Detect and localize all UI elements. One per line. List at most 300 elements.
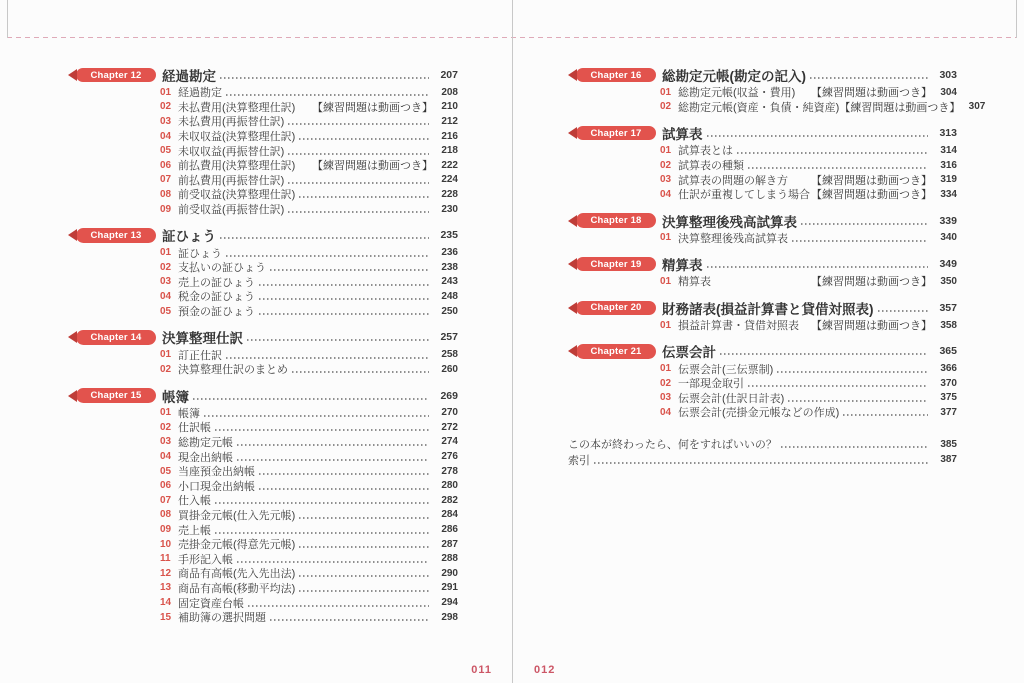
item-page-number: 298 xyxy=(441,611,458,623)
toc-item-row xyxy=(68,464,458,479)
item-number: 07 xyxy=(160,494,172,506)
dot-leader xyxy=(237,561,429,563)
item-page-number: 282 xyxy=(441,494,458,506)
toc-item-row xyxy=(68,245,458,260)
item-page-number: 316 xyxy=(940,159,957,171)
chapter-arrow-icon xyxy=(568,302,577,314)
toc-item-row xyxy=(68,595,458,610)
dot-leader xyxy=(248,605,429,607)
chapter-arrow-icon xyxy=(568,345,577,357)
item-page-number: 287 xyxy=(441,538,458,550)
item-title: 税金の証ひょう xyxy=(178,291,255,304)
dot-leader xyxy=(707,266,929,268)
item-number: 01 xyxy=(160,407,172,419)
item-title: 伝票会計(売掛金元帳などの作成) xyxy=(678,407,840,420)
item-title: 一部現金取引 xyxy=(678,378,744,391)
video-tag: 【練習問題は動画つき】 xyxy=(312,101,433,114)
chapter-section xyxy=(68,328,458,376)
item-number: 12 xyxy=(160,567,172,579)
item-page-number: 350 xyxy=(940,275,957,287)
item-page-number: 294 xyxy=(441,597,458,609)
video-tag: 【練習問題は動画つき】 xyxy=(811,87,932,100)
item-title: 現金出納帳 xyxy=(178,451,233,464)
chapter-badge xyxy=(576,213,656,228)
item-page-number: 358 xyxy=(940,319,957,331)
toc-item-row xyxy=(68,610,458,625)
chapter-heading-row xyxy=(568,255,957,273)
dot-leader xyxy=(288,211,429,213)
item-page-number: 230 xyxy=(441,203,458,215)
item-page-number: 375 xyxy=(940,392,957,404)
toc-item-row xyxy=(68,581,458,596)
chapter-title: 経過勘定 xyxy=(162,69,216,84)
chapter-section xyxy=(68,226,458,318)
item-number: 03 xyxy=(660,392,672,404)
dot-leader xyxy=(292,371,429,373)
chapter-heading-row xyxy=(68,387,458,405)
chapter-title: 帳簿 xyxy=(162,389,189,405)
item-number: 02 xyxy=(160,101,172,113)
toc-item-row xyxy=(68,566,458,581)
item-page-number: 216 xyxy=(441,130,458,142)
item-number: 01 xyxy=(660,232,672,244)
item-page-number: 260 xyxy=(441,363,458,375)
toc-item-row xyxy=(68,522,458,537)
toc-item-row xyxy=(68,449,458,464)
extra-page-number: 385 xyxy=(940,438,957,450)
chapter-title: 財務諸表(損益計算書と貸借対照表) xyxy=(662,301,874,317)
item-title: 損益計算書・貸借対照表 xyxy=(678,320,799,333)
chapter-page-number: 303 xyxy=(939,69,957,81)
chapter-arrow-icon xyxy=(68,229,77,241)
chapter-arrow-icon xyxy=(568,127,577,139)
dot-leader xyxy=(215,502,429,504)
chapter-page-number: 349 xyxy=(939,258,957,271)
item-page-number: 276 xyxy=(441,451,458,463)
item-number: 13 xyxy=(160,582,172,594)
dot-leader xyxy=(299,575,429,577)
item-number: 11 xyxy=(160,553,171,565)
item-number: 02 xyxy=(160,261,172,273)
item-number: 03 xyxy=(660,174,672,186)
dot-leader xyxy=(801,223,928,225)
chapter-badge-label: Chapter 17 xyxy=(590,127,642,139)
dot-leader xyxy=(810,77,928,79)
item-title: 総勘定元帳(資産・負債・純資産) xyxy=(678,101,840,114)
item-number: 05 xyxy=(160,465,172,477)
toc-item-row xyxy=(68,347,458,362)
toc-item-row xyxy=(68,508,458,523)
trim-mark-right xyxy=(1016,0,1017,38)
chapter-heading-row xyxy=(568,299,957,317)
dot-leader xyxy=(226,255,429,257)
item-page-number: 319 xyxy=(940,174,957,186)
dot-leader xyxy=(259,284,429,286)
chapter-heading-row xyxy=(68,328,458,346)
toc-item-row xyxy=(568,318,957,333)
item-number: 02 xyxy=(160,421,172,433)
toc-item-row xyxy=(68,304,458,319)
toc-item-row xyxy=(68,478,458,493)
toc-item-row xyxy=(68,85,458,100)
item-title: 補助簿の選択問題 xyxy=(178,612,266,625)
item-title: 預金の証ひょう xyxy=(178,306,255,319)
dot-leader xyxy=(288,182,429,184)
toc-item-row xyxy=(568,143,957,158)
toc-item-row xyxy=(568,100,986,115)
item-title: 伝票会計(三伝票制) xyxy=(678,363,774,376)
dot-leader xyxy=(299,590,429,592)
item-page-number: 238 xyxy=(441,261,458,273)
item-title: 決算整理後残高試算表 xyxy=(678,232,788,245)
item-page-number: 284 xyxy=(441,509,458,521)
chapter-title: 決算整理後残高試算表 xyxy=(662,214,797,230)
chapter-heading-row xyxy=(68,226,458,244)
item-page-number: 248 xyxy=(441,290,458,302)
item-title: 未収収益(再振替仕訳) xyxy=(178,145,285,158)
item-number: 03 xyxy=(160,276,172,288)
item-title: 精算表 xyxy=(678,276,711,289)
item-number: 02 xyxy=(660,101,672,113)
item-title: 商品有高帳(先入先出法) xyxy=(178,568,296,581)
item-page-number: 291 xyxy=(441,582,458,594)
chapter-badge-label: Chapter 12 xyxy=(90,69,142,81)
item-title: 仕訳帳 xyxy=(178,422,211,435)
item-title: 未収収益(決算整理仕訳) xyxy=(178,131,296,144)
item-number: 15 xyxy=(160,611,172,623)
item-number: 04 xyxy=(160,290,172,302)
item-page-number: 222 xyxy=(441,159,458,171)
toc-item-row xyxy=(568,85,957,100)
chapter-badge-label: Chapter 21 xyxy=(590,345,642,357)
toc-item-row xyxy=(68,362,458,377)
dot-leader xyxy=(288,123,429,125)
item-title: 未払費用(決算整理仕訳) xyxy=(178,101,296,114)
item-title: 試算表の問題の解き方 xyxy=(678,174,788,187)
item-number: 01 xyxy=(660,144,672,156)
item-number: 10 xyxy=(160,538,172,550)
toc-item-row xyxy=(68,493,458,508)
item-title: 経過勘定 xyxy=(178,87,222,100)
toc-item-row xyxy=(68,143,458,158)
toc-item-row xyxy=(568,361,957,376)
dot-leader xyxy=(737,152,928,154)
dot-leader xyxy=(215,429,429,431)
dot-leader xyxy=(193,398,429,400)
spread-divider-line xyxy=(512,0,513,683)
item-number: 08 xyxy=(160,188,172,200)
chapter-page-number: 235 xyxy=(440,229,458,242)
item-number: 14 xyxy=(160,597,172,609)
item-page-number: 250 xyxy=(441,305,458,317)
item-number: 08 xyxy=(160,509,172,521)
toc-item-row xyxy=(68,173,458,188)
item-number: 02 xyxy=(660,159,672,171)
trim-mark-left xyxy=(7,0,8,38)
chapter-title: 試算表 xyxy=(662,127,703,143)
item-number: 05 xyxy=(160,145,172,157)
dot-leader xyxy=(781,446,928,448)
item-title: 仕入帳 xyxy=(178,495,211,508)
toc-item-row xyxy=(68,551,458,566)
toc-item-row xyxy=(68,129,458,144)
item-title: 前払費用(決算整理仕訳) xyxy=(178,160,296,173)
chapter-heading-row xyxy=(568,212,957,230)
chapter-badge xyxy=(576,301,656,316)
chapter-arrow-icon xyxy=(568,69,577,81)
toc-item-row xyxy=(568,274,957,289)
toc-item-row xyxy=(568,391,957,406)
item-page-number: 236 xyxy=(441,247,458,259)
item-page-number: 208 xyxy=(441,86,458,98)
item-title: 仕訳が重複してしまう場合 xyxy=(678,189,810,202)
chapter-section xyxy=(568,212,957,246)
item-page-number: 377 xyxy=(940,406,957,418)
item-number: 01 xyxy=(160,247,172,259)
dot-leader xyxy=(204,415,429,417)
chapter-title: 証ひょう xyxy=(162,229,216,245)
item-title: 証ひょう xyxy=(178,247,222,260)
chapter-title: 総勘定元帳(勘定の記入) xyxy=(662,69,806,84)
toc-item-row xyxy=(68,537,458,552)
dot-leader xyxy=(215,532,429,534)
extra-lines xyxy=(568,437,957,467)
chapter-badge-label: Chapter 20 xyxy=(590,302,642,314)
folio-left: 011 xyxy=(471,664,492,676)
item-page-number: 280 xyxy=(441,480,458,492)
dot-leader xyxy=(226,94,429,96)
item-number: 05 xyxy=(160,305,172,317)
dot-leader xyxy=(299,196,429,198)
item-page-number: 278 xyxy=(441,465,458,477)
item-number: 01 xyxy=(660,275,672,287)
item-title: 買掛金元帳(仕入先元帳) xyxy=(178,509,296,522)
toc-item-row xyxy=(68,114,458,129)
chapter-badge xyxy=(576,68,656,83)
chapter-badge xyxy=(76,388,156,403)
toc-item-row xyxy=(68,289,458,304)
item-title: 前払費用(再振替仕訳) xyxy=(178,174,285,187)
chapter-badge-label: Chapter 16 xyxy=(590,69,642,81)
chapter-page-number: 357 xyxy=(939,301,957,314)
item-page-number: 334 xyxy=(940,188,957,200)
item-number: 04 xyxy=(660,406,672,418)
chapter-badge xyxy=(576,126,656,141)
dot-leader xyxy=(299,546,429,548)
dot-leader xyxy=(594,462,928,464)
dot-leader xyxy=(259,473,429,475)
chapter-section xyxy=(568,255,957,289)
dot-leader xyxy=(788,400,928,402)
toc-item-row xyxy=(68,420,458,435)
item-number: 06 xyxy=(160,480,172,492)
item-page-number: 304 xyxy=(940,86,957,98)
chapter-section xyxy=(568,66,986,114)
chapter-page-number: 257 xyxy=(440,331,458,344)
item-title: 訂正仕訳 xyxy=(178,349,222,362)
item-title: 伝票会計(仕訳日計表) xyxy=(678,392,785,405)
dot-leader xyxy=(259,298,429,300)
chapter-heading-row xyxy=(68,66,458,84)
chapter-page-number: 207 xyxy=(440,69,458,81)
dot-leader xyxy=(270,269,429,271)
toc-item-row xyxy=(68,406,458,421)
item-title: 固定資産台帳 xyxy=(178,597,244,610)
toc-page-left xyxy=(68,66,458,624)
toc-item-row xyxy=(68,202,458,217)
chapter-badge-label: Chapter 13 xyxy=(90,229,142,241)
chapter-badge xyxy=(76,228,156,243)
item-number: 03 xyxy=(160,436,172,448)
video-tag: 【練習問題は動画つき】 xyxy=(811,189,932,202)
toc-item-row xyxy=(568,231,957,246)
chapter-arrow-icon xyxy=(568,258,577,270)
toc-extra-row xyxy=(568,437,957,452)
item-title: 売掛金元帳(得意先元帳) xyxy=(178,539,296,552)
video-tag: 【練習問題は動画つき】 xyxy=(811,276,932,289)
item-number: 01 xyxy=(160,349,172,361)
chapter-badge xyxy=(576,344,656,359)
dot-leader xyxy=(792,240,928,242)
chapter-section xyxy=(568,342,957,419)
item-page-number: 218 xyxy=(441,145,458,157)
item-title: 小口現金出納帳 xyxy=(178,480,255,493)
item-page-number: 212 xyxy=(441,115,458,127)
chapter-badge xyxy=(76,330,156,345)
dot-leader xyxy=(220,237,429,239)
item-number: 07 xyxy=(160,174,172,186)
chapter-arrow-icon xyxy=(68,331,77,343)
dot-leader xyxy=(777,371,928,373)
item-title: 試算表の種類 xyxy=(678,160,744,173)
item-page-number: 270 xyxy=(441,407,458,419)
item-title: 商品有高帳(移動平均法) xyxy=(178,582,296,595)
item-title: 帳簿 xyxy=(178,407,200,420)
chapter-badge-label: Chapter 19 xyxy=(590,258,642,270)
chapter-title: 精算表 xyxy=(662,258,703,274)
chapter-badge-label: Chapter 14 xyxy=(90,331,142,343)
item-number: 01 xyxy=(660,319,672,331)
dot-leader xyxy=(878,310,929,312)
chapter-heading-row xyxy=(568,66,957,84)
toc-item-row xyxy=(568,172,957,187)
toc-item-row xyxy=(68,100,458,115)
item-page-number: 258 xyxy=(441,349,458,361)
item-page-number: 288 xyxy=(441,553,458,565)
item-page-number: 307 xyxy=(968,101,986,113)
toc-item-row xyxy=(568,376,957,391)
item-number: 04 xyxy=(660,188,672,200)
item-number: 04 xyxy=(160,130,172,142)
dot-leader xyxy=(720,353,928,355)
dot-leader xyxy=(259,313,429,315)
item-page-number: 274 xyxy=(441,436,458,448)
item-page-number: 340 xyxy=(940,232,957,244)
toc-item-row xyxy=(68,260,458,275)
chapter-section xyxy=(568,124,957,201)
folio-right: 012 xyxy=(534,664,556,676)
item-page-number: 286 xyxy=(441,524,458,536)
item-title: 総勘定元帳 xyxy=(178,436,233,449)
chapter-heading-row xyxy=(568,342,957,360)
item-title: 当座預金出納帳 xyxy=(178,466,255,479)
chapter-page-number: 313 xyxy=(939,127,957,140)
item-page-number: 224 xyxy=(441,174,458,186)
item-title: 手形記入帳 xyxy=(178,553,233,566)
item-title: 総勘定元帳(収益・費用) xyxy=(678,87,796,100)
chapter-badge xyxy=(576,257,656,272)
chapter-title: 決算整理仕訳 xyxy=(162,331,243,347)
dot-leader xyxy=(237,444,429,446)
toc-extra-row xyxy=(568,452,957,467)
item-number: 04 xyxy=(160,451,172,463)
dot-leader xyxy=(748,167,928,169)
chapter-arrow-icon xyxy=(68,390,77,402)
chapter-badge-label: Chapter 18 xyxy=(590,215,642,227)
item-page-number: 370 xyxy=(940,377,957,389)
dot-leader xyxy=(247,339,429,341)
item-title: 売上帳 xyxy=(178,524,211,537)
item-page-number: 210 xyxy=(441,101,458,113)
toc-item-row xyxy=(68,275,458,290)
toc-page-right xyxy=(568,66,986,467)
toc-item-row xyxy=(568,158,957,173)
chapter-page-number: 339 xyxy=(939,214,957,227)
item-number: 01 xyxy=(160,86,172,98)
chapter-badge xyxy=(76,68,156,83)
extra-title: 索引 xyxy=(568,454,590,467)
chapter-badge-label: Chapter 15 xyxy=(90,390,142,401)
dot-leader xyxy=(707,135,929,137)
dot-leader xyxy=(226,357,429,359)
dot-leader xyxy=(299,517,429,519)
chapter-arrow-icon xyxy=(568,215,577,227)
toc-item-row xyxy=(568,187,957,202)
item-title: 売上の証ひょう xyxy=(178,276,255,289)
chapter-title: 伝票会計 xyxy=(662,345,716,361)
dot-leader xyxy=(270,619,429,621)
item-number: 02 xyxy=(160,363,172,375)
item-title: 未払費用(再振替仕訳) xyxy=(178,116,285,129)
item-page-number: 290 xyxy=(441,567,458,579)
item-number: 02 xyxy=(660,377,672,389)
item-page-number: 243 xyxy=(441,276,458,288)
dot-leader xyxy=(288,153,429,155)
item-title: 支払いの証ひょう xyxy=(178,262,266,275)
dot-leader xyxy=(259,488,429,490)
toc-item-row xyxy=(68,187,458,202)
dot-leader xyxy=(843,414,928,416)
item-page-number: 272 xyxy=(441,421,458,433)
extra-title: この本が終わったら、何をすればいいの？ xyxy=(568,439,777,452)
toc-item-row xyxy=(568,405,957,420)
item-page-number: 228 xyxy=(441,188,458,200)
item-title: 決算整理仕訳のまとめ xyxy=(178,364,288,377)
dot-leader xyxy=(748,385,928,387)
video-tag: 【練習問題は動画つき】 xyxy=(839,101,961,114)
extra-page-number: 387 xyxy=(940,454,957,465)
item-title: 前受収益(決算整理仕訳) xyxy=(178,189,296,202)
item-title: 前受収益(再振替仕訳) xyxy=(178,204,285,217)
item-number: 09 xyxy=(160,203,172,215)
item-number: 01 xyxy=(660,363,672,375)
chapter-section xyxy=(68,66,458,216)
item-number: 09 xyxy=(160,524,172,536)
dot-leader xyxy=(237,459,429,461)
video-tag: 【練習問題は動画つき】 xyxy=(312,160,433,173)
chapter-heading-row xyxy=(568,124,957,142)
item-number: 03 xyxy=(160,115,172,127)
